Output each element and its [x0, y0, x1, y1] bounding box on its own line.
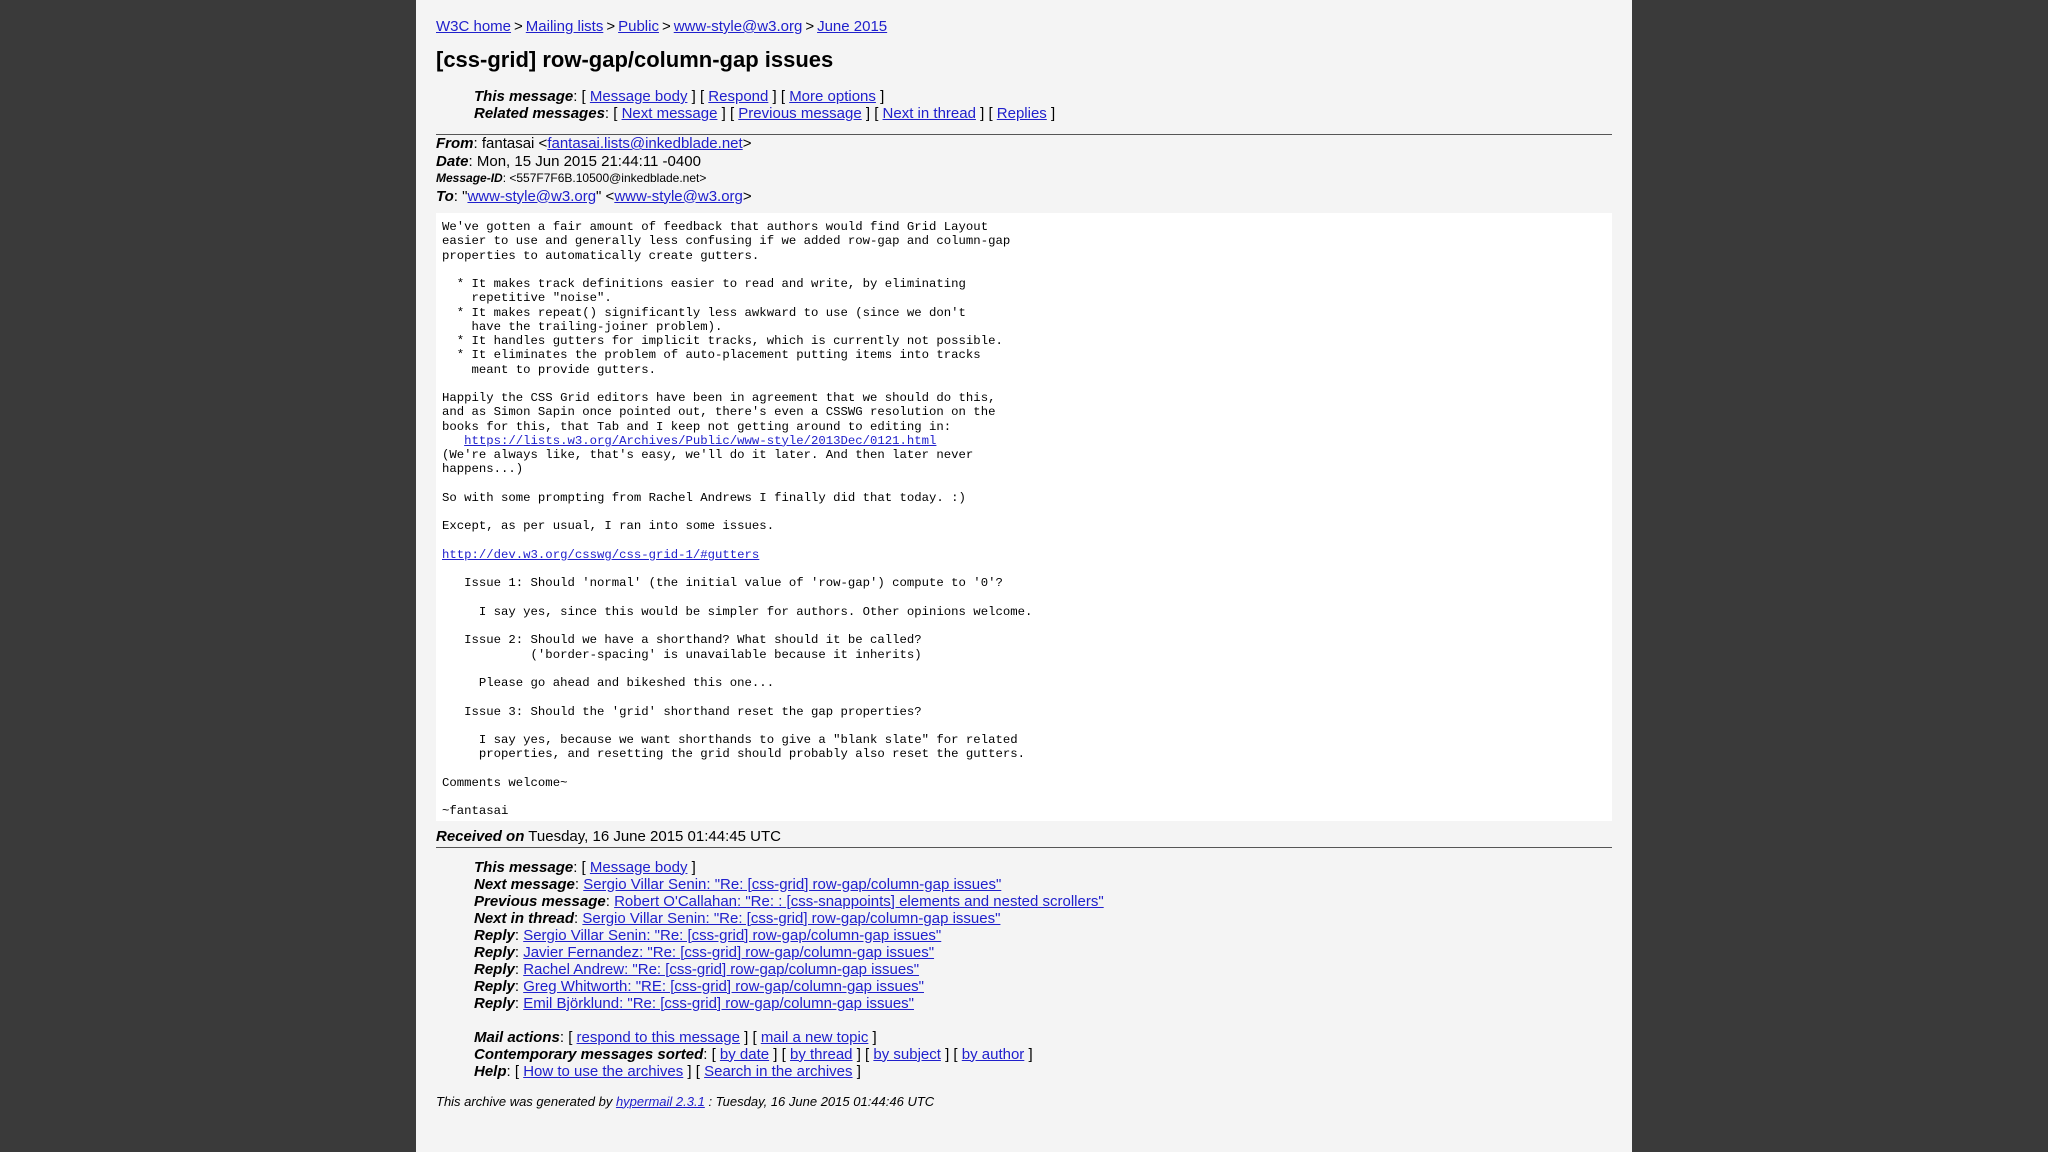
date-value: Mon, 15 Jun 2015 21:44:11 -0400	[476, 152, 701, 170]
reply-link[interactable]: Rachel Andrew: "Re: [css-grid] row-gap/column-gap issues"	[523, 960, 920, 978]
this-message-label: This message	[474, 88, 574, 105]
archive-footer	[436, 1094, 1612, 1109]
reply-label: Reply	[474, 977, 515, 995]
reply-link[interactable]: Sergio Villar Senin: "Re: [css-grid] row-gap/column-gap issues"	[523, 926, 942, 944]
previous-message-label: Previous message	[474, 892, 606, 910]
breadcrumb-separator: >	[606, 18, 616, 35]
next-in-thread-link[interactable]: Sergio Villar Senin: "Re: [css-grid] row-gap/column-gap issues"	[582, 909, 1001, 927]
hypermail-link[interactable]: hypermail 2.3.1	[615, 1093, 705, 1109]
message-headers	[436, 135, 1612, 205]
related-messages-row: Related messages: [ Next message ] [ Previous message ] [ Next in thread ] [ Replies ]	[474, 105, 1056, 122]
body-link-archive[interactable]: https://lists.w3.org/Archives/Public/www-style/2013Dec/0121.html	[464, 433, 937, 448]
breadcrumb	[436, 17, 1612, 37]
respond-link[interactable]: Respond	[708, 88, 769, 105]
reply-label: Reply	[474, 943, 515, 961]
to-label: To	[436, 187, 454, 205]
footer-prefix: This archive was generated by	[436, 1093, 613, 1109]
from-email-link[interactable]: fantasai.lists@inkedblade.net	[547, 135, 743, 152]
breadcrumb-list[interactable]: www-style@w3.org	[673, 18, 803, 35]
page-title: [css-grid] row-gap/column-gap issues	[436, 47, 834, 72]
more-options-link[interactable]: More options	[789, 88, 876, 105]
sort-by-date-link[interactable]: by date	[719, 1045, 770, 1063]
reply-row: Reply: Javier Fernandez: "Re: [css-grid] row-gap/column-gap issues"	[474, 943, 935, 961]
mail-actions-label: Mail actions	[474, 1028, 560, 1046]
from-name: fantasai	[481, 135, 535, 152]
reply-row: Reply: Sergio Villar Senin: "Re: [css-grid] row-gap/column-gap issues"	[474, 926, 942, 944]
sorted-label: Contemporary messages sorted	[474, 1045, 704, 1063]
to-header: To: "www-style@w3.org" <www-style@w3.org>	[436, 187, 752, 205]
top-navigation	[474, 88, 1612, 122]
bottom-navigation	[474, 859, 1612, 1080]
next-in-thread-label: Next in thread	[474, 909, 575, 927]
respond-to-message-link[interactable]: respond to this message	[576, 1028, 740, 1046]
next-message-link[interactable]: Sergio Villar Senin: "Re: [css-grid] row-gap/column-gap issues"	[583, 875, 1002, 893]
to-name-link[interactable]: www-style@w3.org	[467, 187, 597, 205]
reply-link[interactable]: Javier Fernandez: "Re: [css-grid] row-gap/column-gap issues"	[523, 943, 935, 961]
received-label: Received on	[436, 827, 525, 845]
message-id-header: Message-ID: <557F7F6B.10500@inkedblade.net>	[436, 171, 707, 185]
breadcrumb-w3c-home[interactable]: W3C home	[436, 18, 512, 35]
next-in-thread-link[interactable]: Next in thread	[882, 105, 976, 122]
sort-by-subject-link[interactable]: by subject	[873, 1045, 941, 1063]
mail-actions-row: Mail actions: [ respond to this message ] [ mail a new topic ]	[474, 1028, 877, 1046]
reply-row: Reply: Emil Björklund: "Re: [css-grid] row-gap/column-gap issues"	[474, 994, 914, 1012]
date-header: Date: Mon, 15 Jun 2015 21:44:11 -0400	[436, 152, 701, 170]
reply-link[interactable]: Emil Björklund: "Re: [css-grid] row-gap/column-gap issues"	[523, 994, 914, 1012]
body-text: (We're always like, that's easy, we'll do it later. And then later never happens...) So with some prompting from Rachel Andrews I finally did that today. :) Except, as per usual, I ran into some issues.	[442, 448, 974, 534]
message-body-link[interactable]: Message body	[589, 88, 688, 105]
how-to-use-link[interactable]: How to use the archives	[523, 1062, 684, 1080]
this-message-row: This message: [ Message body ] [ Respond ] [ More options ]	[474, 88, 885, 105]
related-messages-label: Related messages	[474, 105, 605, 122]
mail-new-topic-link[interactable]: mail a new topic	[760, 1028, 869, 1046]
reply-label: Reply	[474, 926, 515, 944]
help-label: Help	[474, 1062, 507, 1080]
received-line	[436, 827, 1612, 847]
message-id-value: <557F7F6B.10500@inkedblade.net>	[509, 171, 707, 185]
sort-by-thread-link[interactable]: by thread	[789, 1045, 853, 1063]
breadcrumb-month[interactable]: June 2015	[817, 18, 888, 35]
breadcrumb-separator: >	[805, 18, 815, 35]
next-in-thread-row: Next in thread: Sergio Villar Senin: "Re: [css-grid] row-gap/column-gap issues"	[474, 909, 1001, 927]
this-message-row: This message: [ Message body ]	[474, 858, 696, 876]
help-row: Help: [ How to use the archives ] [ Search in the archives ]	[474, 1062, 861, 1080]
reply-label: Reply	[474, 994, 515, 1012]
replies-link[interactable]: Replies	[996, 105, 1047, 122]
reply-link[interactable]: Greg Whitworth: "RE: [css-grid] row-gap/column-gap issues"	[523, 977, 924, 995]
archive-page	[416, 0, 1632, 1152]
received-value: Tuesday, 16 June 2015 01:44:45 UTC	[528, 827, 781, 845]
footer-suffix: : Tuesday, 16 June 2015 01:44:46 UTC	[708, 1093, 935, 1109]
this-message-label: This message	[474, 858, 574, 876]
next-message-link[interactable]: Next message	[621, 105, 718, 122]
body-text: We've gotten a fair amount of feedback that authors would find Grid Layout easier to use and generally less confusing if we added row-gap and column-gap properties to automatically create gutters. * It makes track definitions easier to read and write, by eliminating repetitive "noise". * It makes repeat() significantly less awkward to use (since we don't have the trailing-joiner problem). * It handles gutters for implicit tracks, which is currently not possible. * It eliminates the problem of auto-placement putting items into tracks meant to provide gutters. Happily the CSS Grid editors have been in agreement that we should do this, and as Simon Sapin once pointed out, there's even a CSSWG resolution on the books for this, that Tab and I keep not getting around to editing in:	[442, 220, 1011, 434]
message-body	[436, 213, 1612, 821]
sort-by-author-link[interactable]: by author	[961, 1045, 1025, 1063]
sorted-row: Contemporary messages sorted: [ by date ] [ by thread ] [ by subject ] [ by author ]	[474, 1045, 1033, 1063]
body-text: Issue 1: Should 'normal' (the initial value of 'row-gap') compute to '0'? I say yes, since this would be simpler for authors. Other opinions welcome. Issue 2: Should we have a shorthand? What should it be called? ('border-spacing' is unavailable because it inherits) Please go ahead and bikeshed this one... Issue 3: Should the 'grid' shorthand reset the gap properties? I say yes, because we want shorthands to give a "blank slate" for related properties, and resetting the grid should probably also reset the gutters. Comments welcome~ ~fantasai	[442, 576, 1033, 819]
breadcrumb-separator: >	[514, 18, 523, 35]
reply-row: Reply: Greg Whitworth: "RE: [css-grid] row-gap/column-gap issues"	[474, 977, 924, 995]
search-archives-link[interactable]: Search in the archives	[704, 1062, 853, 1080]
message-id-label: Message-ID	[436, 171, 503, 185]
reply-label: Reply	[474, 960, 515, 978]
from-label: From	[436, 135, 474, 152]
date-label: Date	[436, 152, 469, 170]
divider	[436, 847, 1612, 848]
previous-message-link[interactable]: Previous message	[738, 105, 862, 122]
breadcrumb-mailing-lists[interactable]: Mailing lists	[525, 18, 604, 35]
breadcrumb-public[interactable]: Public	[618, 18, 659, 35]
previous-message-row: Previous message: Robert O'Callahan: "Re: : [css-snappoints] elements and nested scrollers"	[474, 892, 1104, 910]
next-message-label: Next message	[474, 875, 575, 893]
breadcrumb-separator: >	[661, 18, 671, 35]
to-email-link[interactable]: www-style@w3.org	[614, 187, 743, 205]
message-body-link[interactable]: Message body	[589, 858, 688, 876]
next-message-row: Next message: Sergio Villar Senin: "Re: [css-grid] row-gap/column-gap issues"	[474, 875, 1002, 893]
reply-row: Reply: Rachel Andrew: "Re: [css-grid] row-gap/column-gap issues"	[474, 960, 920, 978]
body-link-spec[interactable]: http://dev.w3.org/csswg/css-grid-1/#gutters	[442, 547, 760, 562]
from-header: From: fantasai <fantasai.lists@inkedblade.net>	[436, 135, 752, 152]
previous-message-link[interactable]: Robert O'Callahan: "Re: : [css-snappoints] elements and nested scrollers"	[614, 892, 1104, 910]
